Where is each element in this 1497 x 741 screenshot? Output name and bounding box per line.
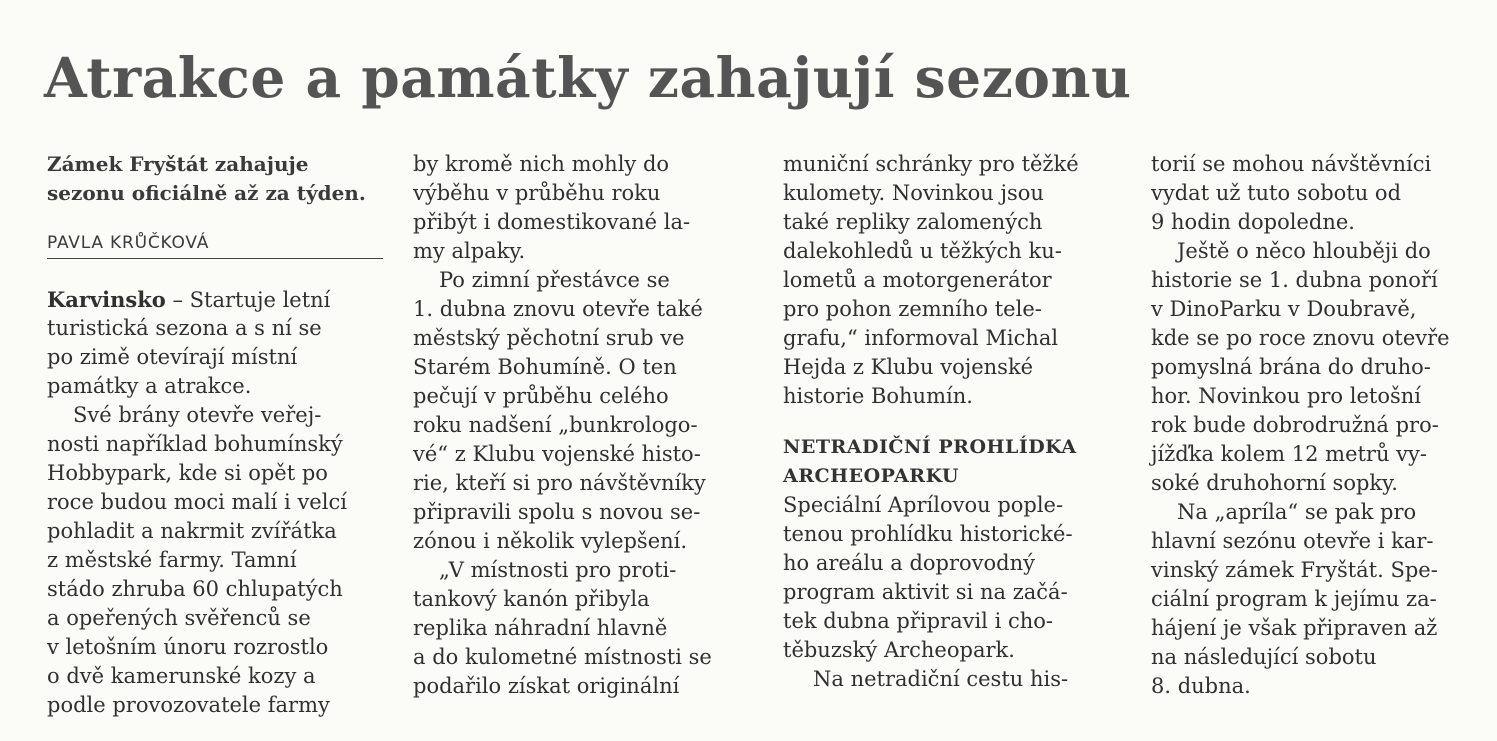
text-line: Na netradiční cestu his- [813,667,1069,691]
text-line: Hobbypark, kde si opět po [47,461,328,485]
article-column-2 [413,150,763,701]
text-line [47,285,387,314]
text-line: Ještě o něco hlouběji do [1177,239,1431,263]
byline-divider [47,258,383,259]
subheading-line: ARCHEOPARKU [783,465,959,487]
text-line: ciální program k jejímu za- [1151,587,1437,611]
text-line: Starém Bohumíně. O ten [413,355,677,379]
text-line: a opeřených svěřenců se [47,606,311,630]
text-line: muniční schránky pro těžké [783,152,1079,176]
text-line: také repliky zalomených [783,210,1043,234]
article-column-1 [47,150,387,720]
text-line: rie, kteří si pro návštěvníky [413,471,706,495]
text-line: my alpaky. [413,239,526,263]
text-line: připravili spolu s novou se- [413,500,701,524]
text-line: kde se po roce znovu otevře [1151,326,1450,350]
text-line: rok bude dobrodružná pro- [1151,413,1439,437]
text-line: vé“ z Klubu vojenské histo- [413,442,701,466]
dateline-place: Karvinsko [47,287,166,312]
text-line: vydat už tuto sobotu od [1151,181,1402,205]
article-column-3 [783,150,1128,694]
text-line: kulomety. Novinkou jsou [783,181,1044,205]
text-line: podařilo získat originální [413,674,680,698]
text-line: výběhu v průběhu roku [413,181,661,205]
text-line: podle provozovatele farmy [47,693,330,717]
article-column-4 [1151,150,1491,701]
text-line: stádo zhruba 60 chlupatých [47,577,343,601]
text-line: tenou prohlídku historické- [783,522,1073,546]
text-line: torií se mohou návštěvníci [1151,152,1432,176]
text-line: pečují v průběhu celého [413,384,669,408]
text-line: a do kulometné místnosti se [413,645,712,669]
text-line: památky a atrakce. [47,374,252,398]
text-line: Speciální Aprílovou pople- [783,493,1064,517]
text-line: pohladit a nakrmit zvířátka [47,519,337,543]
text-line: soké druhohorní sopky. [1151,471,1398,495]
text-line-rest: – Startuje letní [165,288,331,312]
text-line: v DinoParku v Doubravě, [1151,297,1417,321]
text-line: 1. dubna znovu otevře také [413,297,703,321]
text-line: vinský zámek Fryštát. Spe- [1151,558,1438,582]
section-gap [783,411,1128,433]
text-line: ho areálu a doprovodný [783,551,1036,575]
text-line: replika náhradní hlavně [413,616,668,640]
text-line: městský pěchotní srub ve [413,326,685,350]
text-line: Na „apríla“ se pak pro [1177,500,1417,524]
text-line: o dvě kamerunské kozy a [47,664,316,688]
lead-line: Zámek Fryštát zahajuje [47,152,309,176]
text-line: dalekohledů u těžkých ku- [783,239,1062,263]
text-line: roce budou moci malí i velcí [47,490,347,514]
text-line: zónou i několik vylepšení. [413,529,688,553]
text-line: jížďka kolem 12 metrů vy- [1151,442,1427,466]
text-line: pro pohon zemního tele- [783,297,1042,321]
section-subheading [783,433,1128,491]
text-line: program aktivit si na začá- [783,580,1068,604]
text-line: 8. dubna. [1151,674,1251,698]
text-line: by kromě nich mohly do [413,152,670,176]
lead-line: sezonu oficiálně až za týden. [47,181,366,205]
article-headline: Atrakce a památky zahajují sezonu [44,45,1132,110]
text-line: roku nadšení „bunkrologo- [413,413,698,437]
text-line: 9 hodin dopoledne. [1151,210,1355,234]
text-line: přibýt i domestikované la- [413,210,691,234]
text-line: pomyslná brána do druho- [1151,355,1431,379]
article-body-start [47,285,387,720]
text-line: těbuzský Archeopark. [783,638,1015,662]
text-line: historie Bohumín. [783,384,973,408]
text-line: Po zimní přestávce se [439,268,670,292]
text-line: Své brány otevře veřej- [73,403,322,427]
text-line: historie se 1. dubna ponoří [1151,268,1438,292]
text-line: turistická sezona a s ní se [47,316,322,340]
text-line: z městské farmy. Tamní [47,548,297,572]
text-line: hor. Novinkou pro letošní [1151,384,1421,408]
text-line: Hejda z Klubu vojenské [783,355,1034,379]
text-line: tankový kanón přibyla [413,587,650,611]
text-line: na následující sobotu [1151,645,1377,669]
text-line: hlavní sezónu otevře i kar- [1151,529,1434,553]
article-author: PAVLA KRŮČKOVÁ [47,233,210,253]
subheading-line: NETRADIČNÍ PROHLÍDKA [783,436,1077,458]
text-line: lometů a motorgenerátor [783,268,1052,292]
text-line: po zimě otevírají místní [47,345,298,369]
text-line: grafu,“ informoval Michal [783,326,1059,350]
article-lead [47,150,387,208]
text-line: tek dubna připravil i cho- [783,609,1053,633]
text-line: v letošním únoru rozrostlo [47,635,329,659]
text-line: „V místnosti pro proti- [439,558,677,582]
text-line: hájení je však připraven až [1151,616,1438,640]
text-line: nosti například bohumínský [47,432,343,456]
